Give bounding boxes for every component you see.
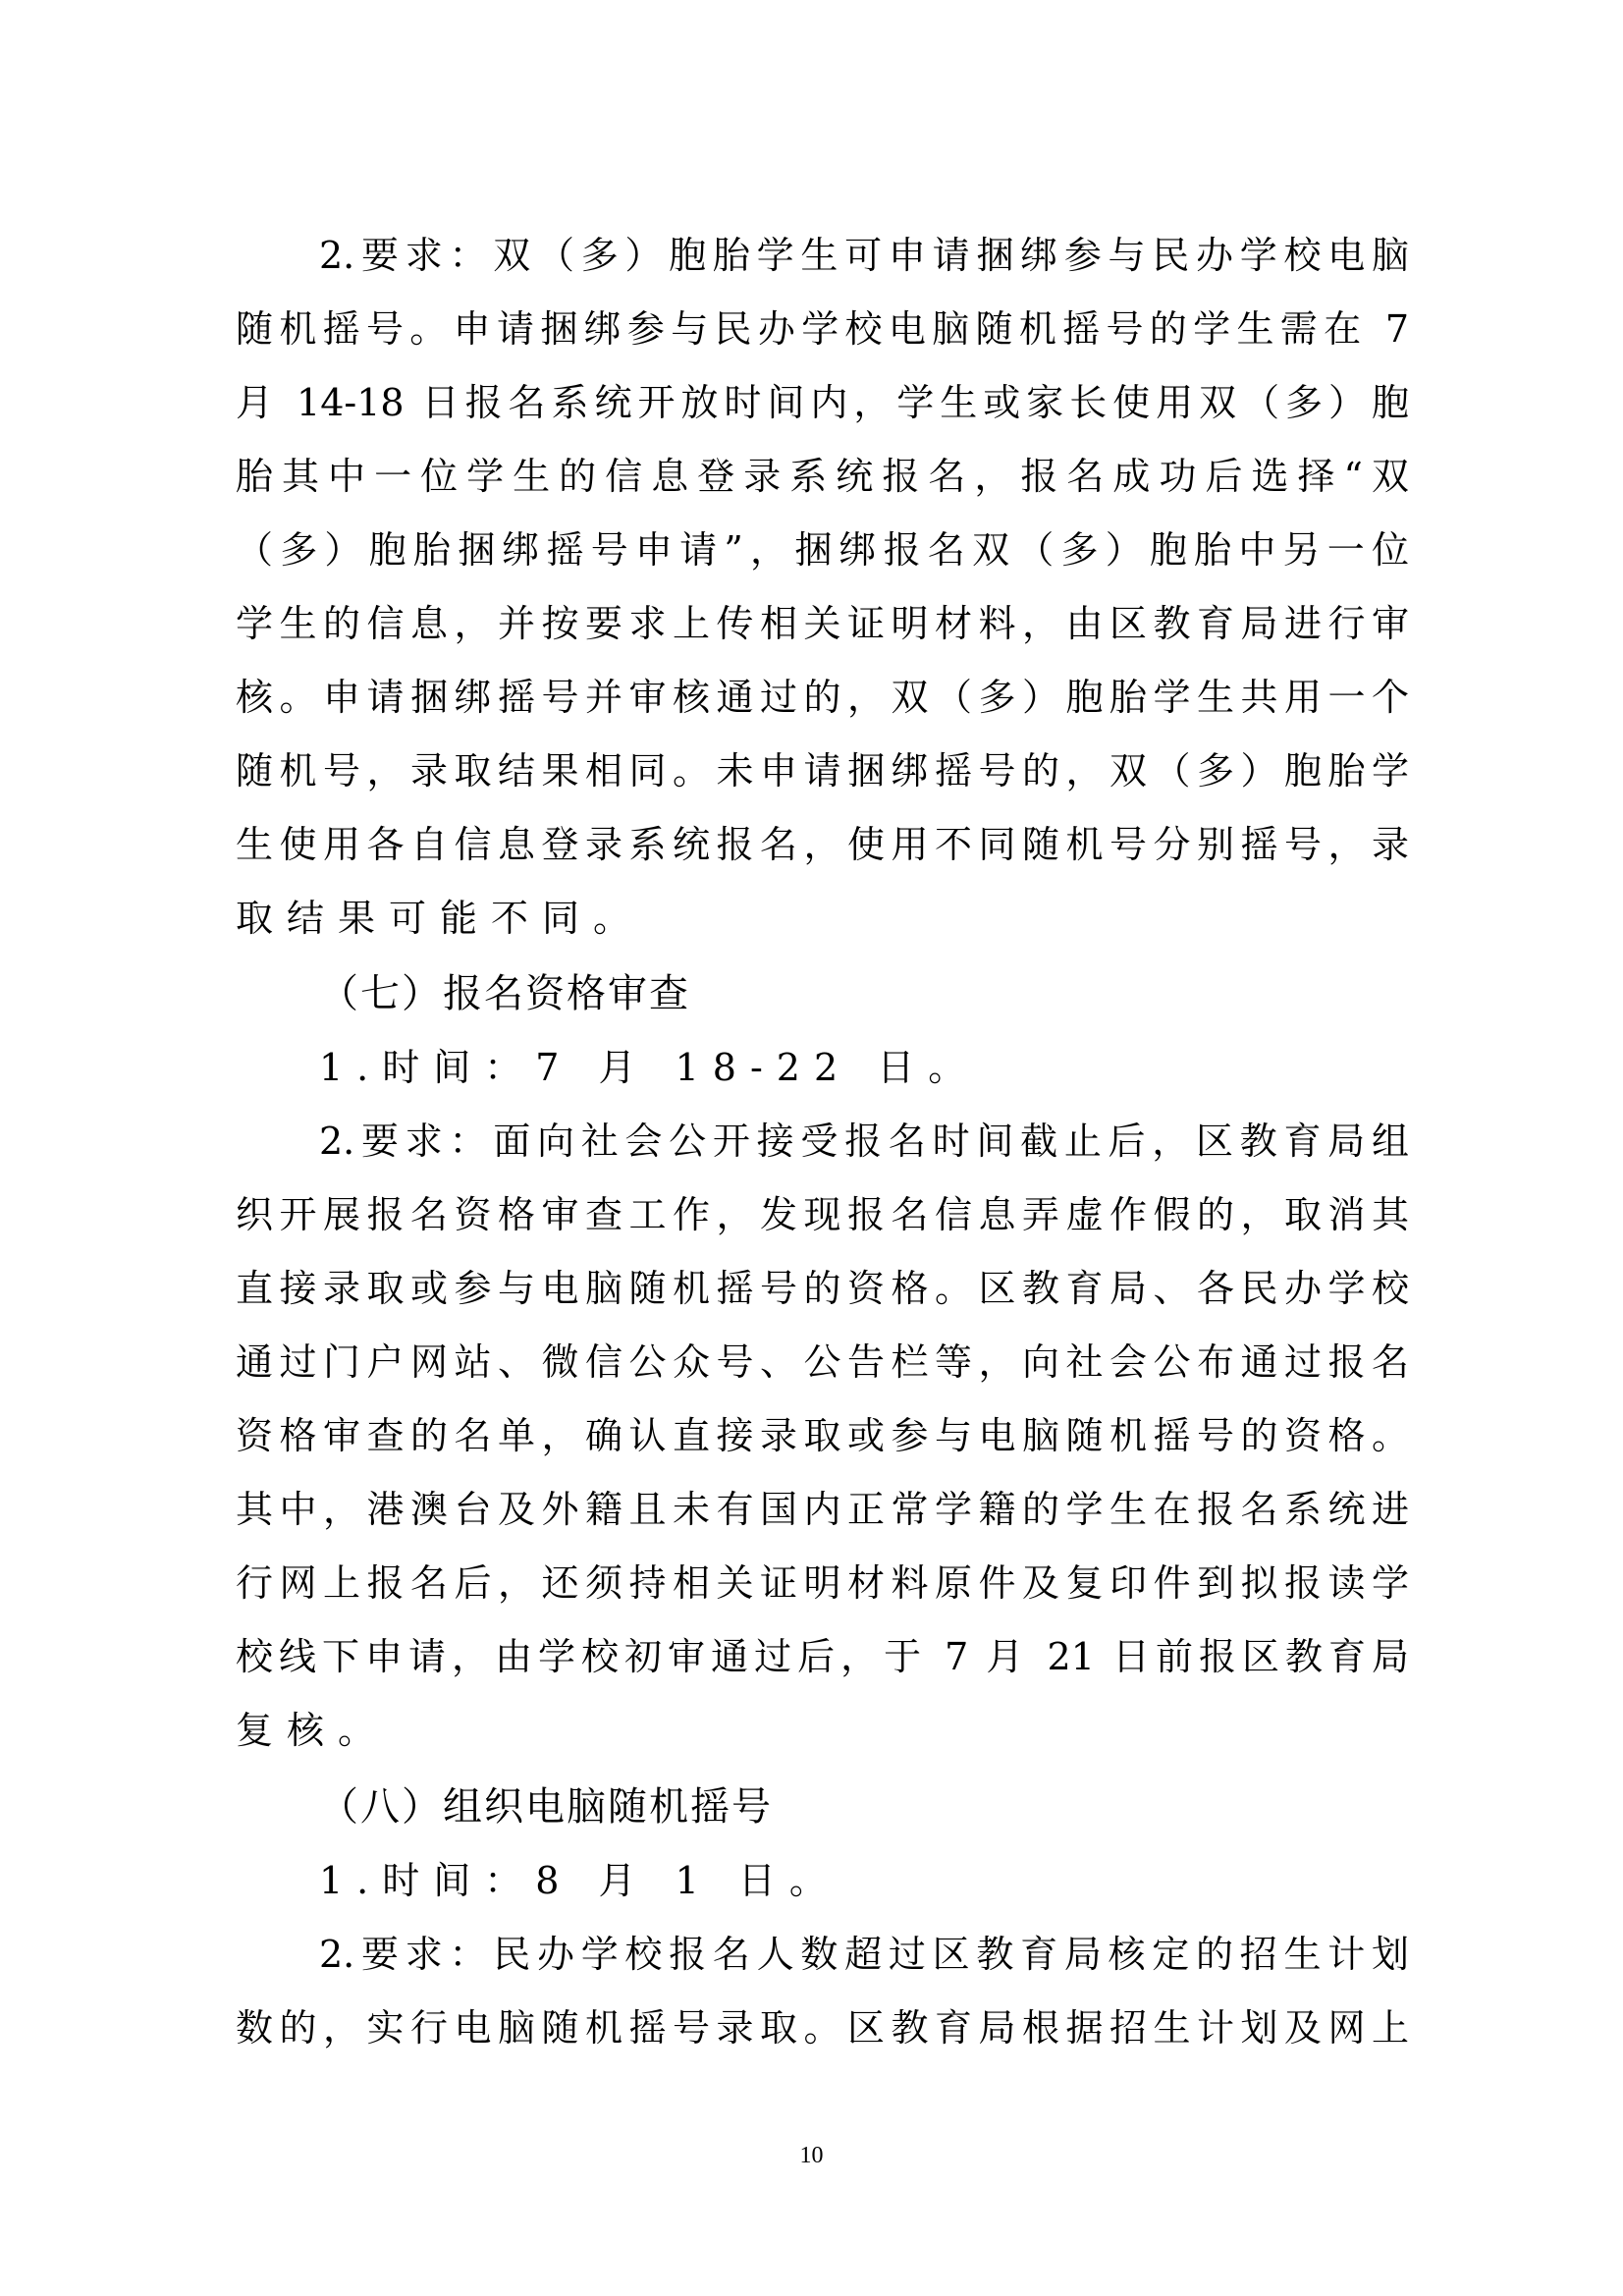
section-heading-7: （七）报名资格审查 xyxy=(319,971,690,1016)
paragraph-line: 核。申请捆绑摇号并审核通过的，双（多）胞胎学生共用一个 xyxy=(236,676,1409,719)
paragraph-line: 随机摇号。申请捆绑参与民办学校电脑随机摇号的学生需在 7 xyxy=(236,307,1409,351)
paragraph-line: （多）胞胎捆绑摇号申请”，捆绑报名双（多）胞胎中另一位 xyxy=(236,528,1409,572)
paragraph-line: 月 14-18 日报名系统开放时间内，学生或家长使用双（多）胞 xyxy=(236,381,1409,424)
paragraph-line: 其中，港澳台及外籍且未有国内正常学籍的学生在报名系统进 xyxy=(236,1488,1409,1531)
paragraph-line: 复核。 xyxy=(236,1709,390,1752)
paragraph-line: 2.要求：面向社会公开接受报名时间截止后，区教育局组 xyxy=(319,1120,1409,1163)
section-heading-8: （八）组织电脑随机摇号 xyxy=(319,1784,773,1830)
paragraph-line: 织开展报名资格审查工作，发现报名信息弄虚作假的，取消其 xyxy=(236,1193,1409,1236)
paragraph-line: 1.时间：8 月 1 日。 xyxy=(319,1859,840,1902)
page-number: 10 xyxy=(799,2143,824,2168)
paragraph-line: 随机号，录取结果相同。未申请捆绑摇号的，双（多）胞胎学 xyxy=(236,749,1409,793)
paragraph-line: 胎其中一位学生的信息登录系统报名，报名成功后选择“双 xyxy=(236,455,1409,498)
paragraph-line: 2.要求：民办学校报名人数超过区教育局核定的招生计划 xyxy=(319,1933,1409,1976)
paragraph-line: 校线下申请，由学校初审通过后，于 7 月 21 日前报区教育局 xyxy=(236,1635,1409,1678)
paragraph-line: 1.时间：7 月 18-22 日。 xyxy=(319,1046,980,1089)
paragraph-line: 学生的信息，并按要求上传相关证明材料，由区教育局进行审 xyxy=(236,602,1409,645)
paragraph-line: 通过门户网站、微信公众号、公告栏等，向社会公布通过报名 xyxy=(236,1340,1409,1384)
paragraph-line: 数的，实行电脑随机摇号录取。区教育局根据招生计划及网上 xyxy=(236,2006,1409,2050)
paragraph-line: 行网上报名后，还须持相关证明材料原件及复印件到拟报读学 xyxy=(236,1561,1409,1605)
paragraph-line: 资格审查的名单，确认直接录取或参与电脑随机摇号的资格。 xyxy=(236,1414,1409,1457)
paragraph-line: 取结果可能不同。 xyxy=(236,897,645,940)
paragraph-line: 生使用各自信息登录系统报名，使用不同随机号分别摇号，录 xyxy=(236,823,1409,866)
paragraph-line: 直接录取或参与电脑随机摇号的资格。区教育局、各民办学校 xyxy=(236,1267,1409,1310)
paragraph-line: 2.要求：双（多）胞胎学生可申请捆绑参与民办学校电脑 xyxy=(319,234,1409,277)
